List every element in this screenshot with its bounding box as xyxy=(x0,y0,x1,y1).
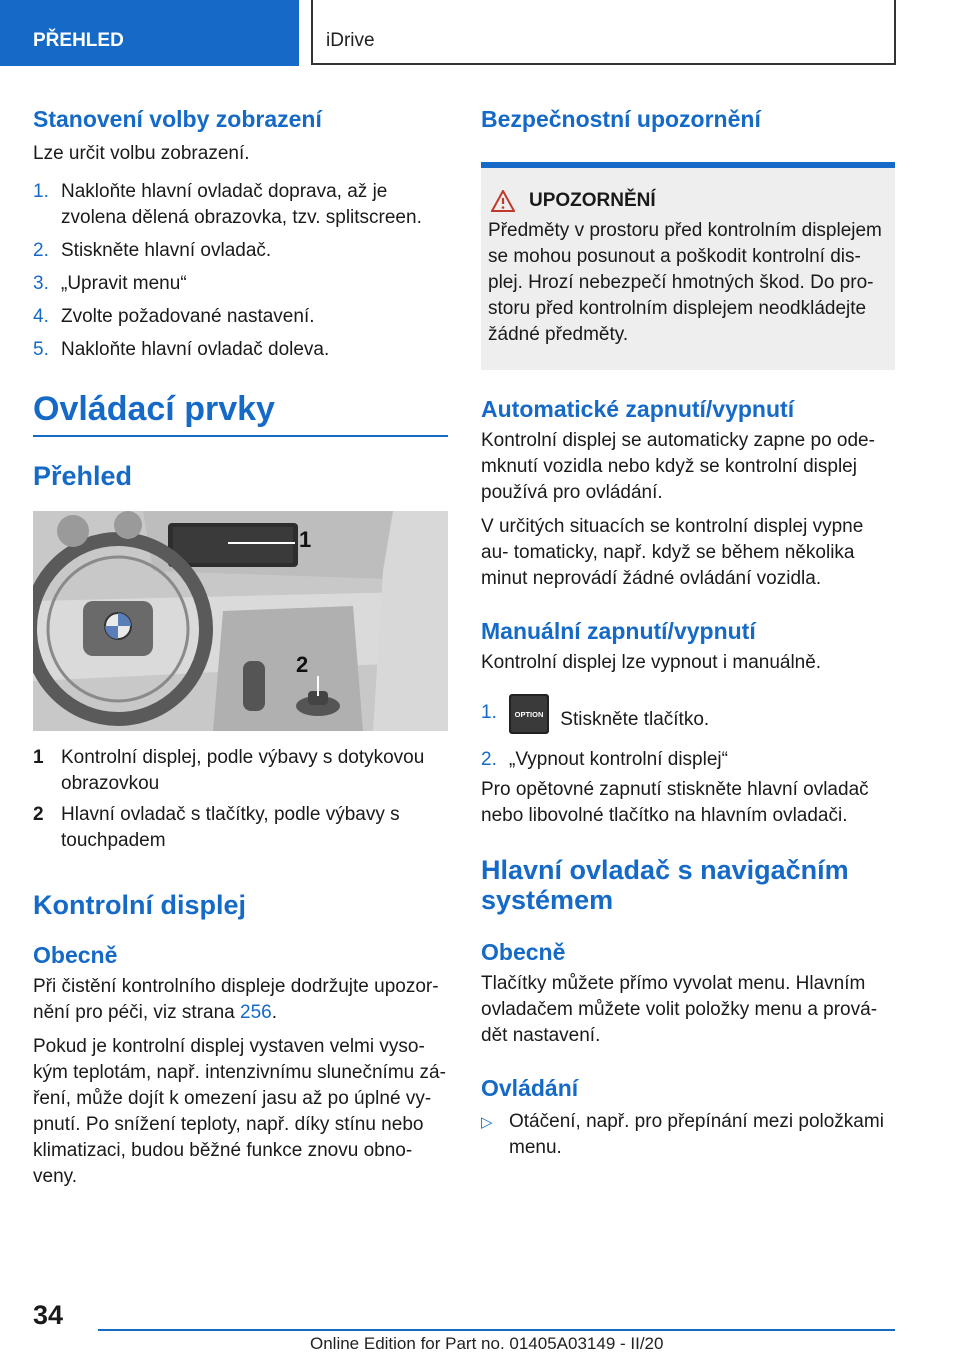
legend-number: 1 xyxy=(33,747,44,768)
list-item xyxy=(33,271,448,297)
section-tab: PŘEHLED xyxy=(0,0,299,66)
auto-paragraph-2: V určitých situacích se kontrolní displej vypne au‐ tomaticky, např. když se během několika minut neprovádí žádné ovládání vozidla. xyxy=(481,516,864,589)
step-number: 1. xyxy=(481,702,497,723)
chapter-heading-wrap xyxy=(33,387,448,437)
step-text: Stiskněte tlačítko. xyxy=(560,709,710,731)
list-item xyxy=(33,802,448,854)
auto-paragraph-1: Kontrolní displej se automaticky zapne po ode‐ mknutí vozidla nebo když se kontrolní displej používá pro ovládání. xyxy=(481,430,875,503)
list-item xyxy=(33,745,448,797)
list-item xyxy=(481,747,895,773)
step-number: 2. xyxy=(481,749,497,770)
option-button-text: OPTION xyxy=(514,710,544,719)
general-paragraph-1 xyxy=(33,974,448,1026)
warning-label: UPOZORNĚNÍ xyxy=(529,190,656,211)
overview-title: Přehled xyxy=(33,461,133,491)
list-item xyxy=(481,700,895,740)
general-title: Obecně xyxy=(33,942,118,968)
step-text: Zvolte požadované nastavení. xyxy=(61,306,315,327)
chapter-title: Ovládací prvky xyxy=(33,390,275,428)
steps-list xyxy=(33,179,448,363)
auto-title: Automatické zapnutí/vypnutí xyxy=(481,396,795,422)
warning-box xyxy=(481,168,895,370)
section-intro: Lze určit volbu zobrazení. xyxy=(33,143,250,164)
image-callout-2: 2 xyxy=(296,652,309,677)
chapter-tab: iDrive xyxy=(311,0,896,65)
safety-title: Bezpečnostní upozornění xyxy=(481,106,761,132)
triangle-bullet-icon: ▷ xyxy=(481,1114,493,1131)
step-number: 2. xyxy=(33,240,49,261)
left-column xyxy=(33,100,448,1190)
warning-heading xyxy=(488,188,887,214)
step-text: Nakloňte hlavní ovladač doprava, až je zvolena dělená obrazovka, tzv. splitscreen. xyxy=(61,181,422,228)
step-number: 4. xyxy=(33,306,49,327)
step-text: Nakloňte hlavní ovladač doleva. xyxy=(61,339,330,360)
legend-text: Kontrolní displej, podle výbavy s dotykovou obrazovkou xyxy=(61,747,425,794)
list-item xyxy=(33,337,448,363)
step-number: 5. xyxy=(33,339,49,360)
right-column xyxy=(481,100,895,1161)
page-number: 34 xyxy=(33,1300,64,1330)
footer-edition: Online Edition for Part no. 01405A03149 - II/20 xyxy=(310,1334,664,1353)
manual-paragraph-2: Pro opětovné zapnutí stiskněte hlavní ovladač nebo libovolné tlačítko na hlavním ovladači. xyxy=(481,779,869,826)
step-text: Stiskněte hlavní ovladač. xyxy=(61,240,272,261)
nav-general-text: Tlačítky můžete přímo vyvolat menu. Hlavním ovladačem můžete volit položky menu a prová‐ dět nastavení. xyxy=(481,973,878,1046)
photo-legend xyxy=(33,745,448,854)
step-text: „Upravit menu“ xyxy=(61,273,187,294)
paragraph-text: Při čistění kontrolního displeje dodržujte upozor‐ nění pro péči, viz strana xyxy=(33,976,439,1023)
item-text: Otáčení, např. pro přepínání mezi položkami menu. xyxy=(509,1111,884,1158)
general-paragraph-2: Pokud je kontrolní displej vystaven velmi vyso‐ kým teplotám, např. intenzivnímu slunečnímu zá‐ ření, může dojít k omezení jasu až po úplné vy‐ pnutí. Po snížení teploty, např. díky stínu nebo klimatizaci, budou běžné funkce znovu obno‐ veny. xyxy=(33,1036,446,1187)
step-number: 3. xyxy=(33,273,49,294)
manual-steps xyxy=(481,700,895,773)
display-title: Kontrolní displej xyxy=(33,890,246,920)
warning-text: Předměty v prostoru před kontrolním displejem se mohou posunout a poškodit kontrolní dis‐ plej. Hrozí nebezpečí hmotných škod. Do pro‐ storu před kontrolním displejem neodkládejte žádné předměty. xyxy=(488,220,882,345)
operation-title: Ovládání xyxy=(481,1075,579,1101)
step-number: 1. xyxy=(33,181,49,202)
cockpit-photo xyxy=(33,511,448,731)
page-link[interactable]: 256 xyxy=(240,1002,272,1023)
list-item xyxy=(33,179,448,231)
list-item xyxy=(33,238,448,264)
legend-number: 2 xyxy=(33,804,44,825)
section-title-display-selection: Stanovení volby zobrazení xyxy=(33,106,322,132)
list-item xyxy=(33,304,448,330)
legend-text: Hlavní ovladač s tlačítky, podle výbavy s touchpadem xyxy=(61,804,400,851)
step-text: „Vypnout kontrolní displej“ xyxy=(509,749,728,770)
image-callout-1: 1 xyxy=(299,527,312,552)
warning-triangle-icon xyxy=(491,190,515,212)
operation-list xyxy=(481,1109,895,1161)
list-item xyxy=(481,1109,895,1161)
manual-title: Manuální zapnutí/vypnutí xyxy=(481,618,756,644)
manual-intro: Kontrolní displej lze vypnout i manuálně. xyxy=(481,652,822,673)
nav-controller-title: Hlavní ovladač s navigačním systémem xyxy=(481,855,849,915)
nav-general-title: Obecně xyxy=(481,939,566,965)
option-button-icon xyxy=(509,694,549,734)
paragraph-text: . xyxy=(271,1002,277,1023)
